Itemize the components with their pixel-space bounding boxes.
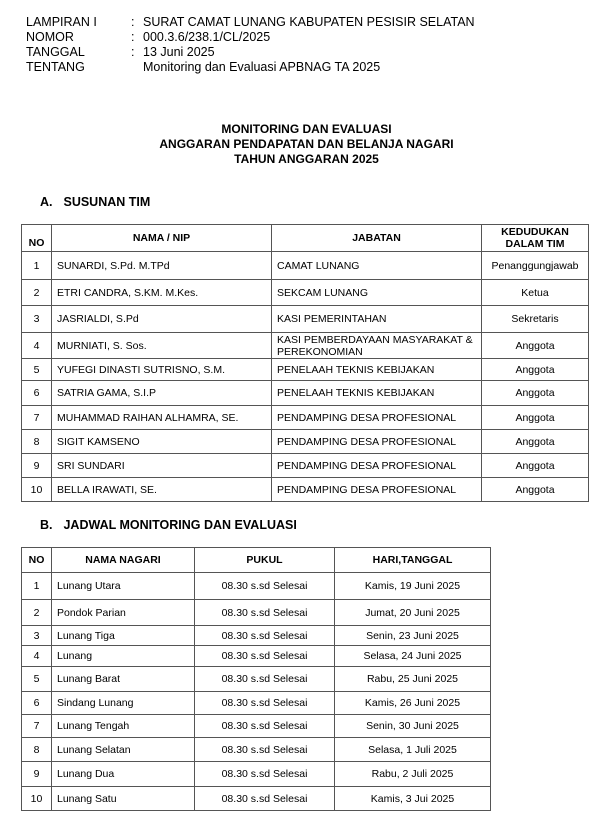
cell-no: 1 bbox=[22, 252, 52, 280]
cell-jabatan: PENDAMPING DESA PROFESIONAL bbox=[272, 478, 482, 502]
schedule-table bbox=[21, 547, 491, 811]
cell-no: 7 bbox=[22, 406, 52, 430]
cell-no: 1 bbox=[22, 573, 52, 600]
cell-nagari: Lunang Tengah bbox=[52, 715, 195, 738]
header-row-nomor bbox=[26, 30, 475, 45]
header-colon: : bbox=[131, 45, 135, 59]
table-row bbox=[22, 381, 589, 406]
cell-kedudukan: Ketua bbox=[482, 280, 589, 306]
cell-no: 6 bbox=[22, 381, 52, 406]
cell-pukul: 08.30 s.sd Selesai bbox=[195, 762, 335, 787]
cell-nagari: Pondok Parian bbox=[52, 600, 195, 626]
cell-nagari: Lunang Utara bbox=[52, 573, 195, 600]
table-row bbox=[22, 626, 491, 646]
cell-no: 3 bbox=[22, 306, 52, 333]
header-value: 13 Juni 2025 bbox=[143, 45, 215, 59]
cell-no: 4 bbox=[22, 333, 52, 359]
header-row-tanggal bbox=[26, 45, 475, 60]
cell-hari-tanggal: Senin, 23 Juni 2025 bbox=[335, 626, 491, 646]
table-row bbox=[22, 280, 589, 306]
team-table-body bbox=[22, 252, 589, 502]
cell-nagari: Sindang Lunang bbox=[52, 692, 195, 715]
cell-kedudukan: Anggota bbox=[482, 333, 589, 359]
cell-pukul: 08.30 s.sd Selesai bbox=[195, 626, 335, 646]
header-label: TENTANG bbox=[26, 60, 85, 74]
table-row bbox=[22, 600, 491, 626]
section-b-heading bbox=[40, 518, 297, 532]
cell-kedudukan: Anggota bbox=[482, 359, 589, 381]
table-row bbox=[22, 646, 491, 667]
cell-name: YUFEGI DINASTI SUTRISNO, S.M. bbox=[52, 359, 272, 381]
table-row bbox=[22, 787, 491, 811]
cell-no: 2 bbox=[22, 600, 52, 626]
cell-jabatan: PENELAAH TEKNIS KEBIJAKAN bbox=[272, 381, 482, 406]
cell-jabatan: SEKCAM LUNANG bbox=[272, 280, 482, 306]
table-row bbox=[22, 406, 589, 430]
cell-hari-tanggal: Kamis, 26 Juni 2025 bbox=[335, 692, 491, 715]
cell-nagari: Lunang bbox=[52, 646, 195, 667]
col-hari-tanggal: HARI,TANGGAL bbox=[335, 548, 491, 573]
header-label: NOMOR bbox=[26, 30, 74, 44]
table-row bbox=[22, 306, 589, 333]
table-row bbox=[22, 430, 589, 454]
table-header-row bbox=[22, 225, 589, 252]
cell-name: ETRI CANDRA, S.KM. M.Kes. bbox=[52, 280, 272, 306]
cell-kedudukan: Anggota bbox=[482, 454, 589, 478]
cell-no: 5 bbox=[22, 359, 52, 381]
cell-no: 6 bbox=[22, 692, 52, 715]
cell-kedudukan: Anggota bbox=[482, 430, 589, 454]
cell-pukul: 08.30 s.sd Selesai bbox=[195, 667, 335, 692]
cell-kedudukan: Penanggungjawab bbox=[482, 252, 589, 280]
col-name: NAMA / NIP bbox=[52, 225, 272, 252]
header-colon bbox=[131, 60, 143, 75]
cell-jabatan: PENELAAH TEKNIS KEBIJAKAN bbox=[272, 359, 482, 381]
section-title: JADWAL MONITORING DAN EVALUASI bbox=[63, 518, 297, 532]
cell-no: 9 bbox=[22, 762, 52, 787]
cell-kedudukan: Sekretaris bbox=[482, 306, 589, 333]
cell-name: SATRIA GAMA, S.I.P bbox=[52, 381, 272, 406]
table-row bbox=[22, 738, 491, 762]
table-row bbox=[22, 252, 589, 280]
cell-hari-tanggal: Selasa, 24 Juni 2025 bbox=[335, 646, 491, 667]
cell-pukul: 08.30 s.sd Selesai bbox=[195, 787, 335, 811]
cell-hari-tanggal: Kamis, 3 Jui 2025 bbox=[335, 787, 491, 811]
cell-pukul: 08.30 s.sd Selesai bbox=[195, 738, 335, 762]
cell-nagari: Lunang Barat bbox=[52, 667, 195, 692]
cell-jabatan: PENDAMPING DESA PROFESIONAL bbox=[272, 430, 482, 454]
cell-no: 8 bbox=[22, 430, 52, 454]
table-row bbox=[22, 573, 491, 600]
cell-name: SIGIT KAMSENO bbox=[52, 430, 272, 454]
title-line-1: MONITORING DAN EVALUASI bbox=[221, 122, 392, 136]
cell-kedudukan: Anggota bbox=[482, 478, 589, 502]
cell-no: 4 bbox=[22, 646, 52, 667]
header-value: SURAT CAMAT LUNANG KABUPATEN PESISIR SELATAN bbox=[143, 15, 475, 29]
col-no: NO bbox=[22, 548, 52, 573]
cell-jabatan: PENDAMPING DESA PROFESIONAL bbox=[272, 406, 482, 430]
header-label: TANGGAL bbox=[26, 45, 85, 59]
header-colon: : bbox=[131, 15, 135, 29]
cell-hari-tanggal: Jumat, 20 Juni 2025 bbox=[335, 600, 491, 626]
col-pukul: PUKUL bbox=[195, 548, 335, 573]
header-colon: : bbox=[131, 30, 135, 44]
letter-header bbox=[26, 15, 475, 75]
cell-jabatan: PENDAMPING DESA PROFESIONAL bbox=[272, 454, 482, 478]
cell-name: BELLA IRAWATI, SE. bbox=[52, 478, 272, 502]
cell-kedudukan: Anggota bbox=[482, 381, 589, 406]
cell-jabatan: CAMAT LUNANG bbox=[272, 252, 482, 280]
cell-no: 3 bbox=[22, 626, 52, 646]
cell-name: SRI SUNDARI bbox=[52, 454, 272, 478]
title-line-2: ANGGARAN PENDAPATAN DAN BELANJA NAGARI bbox=[159, 137, 454, 151]
table-row bbox=[22, 359, 589, 381]
cell-jabatan: KASI PEMERINTAHAN bbox=[272, 306, 482, 333]
cell-pukul: 08.30 s.sd Selesai bbox=[195, 600, 335, 626]
col-no: NO bbox=[22, 225, 52, 252]
section-a-heading bbox=[40, 195, 150, 209]
section-prefix: A. bbox=[40, 195, 53, 209]
col-kedudukan: KEDUDUKAN DALAM TIM bbox=[482, 225, 589, 252]
cell-no: 8 bbox=[22, 738, 52, 762]
cell-no: 9 bbox=[22, 454, 52, 478]
cell-hari-tanggal: Kamis, 19 Juni 2025 bbox=[335, 573, 491, 600]
cell-pukul: 08.30 s.sd Selesai bbox=[195, 573, 335, 600]
header-row-lampiran bbox=[26, 15, 475, 30]
cell-pukul: 08.30 s.sd Selesai bbox=[195, 646, 335, 667]
cell-hari-tanggal: Rabu, 25 Juni 2025 bbox=[335, 667, 491, 692]
table-row bbox=[22, 333, 589, 359]
section-prefix: B. bbox=[40, 518, 53, 532]
cell-nagari: Lunang Tiga bbox=[52, 626, 195, 646]
cell-nagari: Lunang Satu bbox=[52, 787, 195, 811]
cell-name: MURNIATI, S. Sos. bbox=[52, 333, 272, 359]
cell-name: SUNARDI, S.Pd. M.TPd bbox=[52, 252, 272, 280]
table-row bbox=[22, 478, 589, 502]
col-jabatan: JABATAN bbox=[272, 225, 482, 252]
table-row bbox=[22, 715, 491, 738]
cell-nagari: Lunang Dua bbox=[52, 762, 195, 787]
cell-name: MUHAMMAD RAIHAN ALHAMRA, SE. bbox=[52, 406, 272, 430]
table-row bbox=[22, 667, 491, 692]
table-row bbox=[22, 454, 589, 478]
cell-pukul: 08.30 s.sd Selesai bbox=[195, 715, 335, 738]
header-label: LAMPIRAN I bbox=[26, 15, 97, 29]
team-table bbox=[21, 224, 589, 502]
document-title bbox=[0, 122, 613, 167]
header-value: 000.3.6/238.1/CL/2025 bbox=[143, 30, 271, 44]
cell-no: 10 bbox=[22, 787, 52, 811]
schedule-table-body bbox=[22, 573, 491, 811]
title-line-3: TAHUN ANGGARAN 2025 bbox=[234, 152, 379, 166]
cell-kedudukan: Anggota bbox=[482, 406, 589, 430]
cell-no: 7 bbox=[22, 715, 52, 738]
header-row-tentang bbox=[26, 60, 475, 75]
section-title: SUSUNAN TIM bbox=[63, 195, 151, 209]
cell-hari-tanggal: Senin, 30 Juni 2025 bbox=[335, 715, 491, 738]
cell-hari-tanggal: Selasa, 1 Juli 2025 bbox=[335, 738, 491, 762]
cell-nagari: Lunang Selatan bbox=[52, 738, 195, 762]
table-row bbox=[22, 692, 491, 715]
cell-no: 5 bbox=[22, 667, 52, 692]
cell-no: 10 bbox=[22, 478, 52, 502]
table-row bbox=[22, 762, 491, 787]
cell-pukul: 08.30 s.sd Selesai bbox=[195, 692, 335, 715]
col-nagari: NAMA NAGARI bbox=[52, 548, 195, 573]
cell-hari-tanggal: Rabu, 2 Juli 2025 bbox=[335, 762, 491, 787]
cell-jabatan: KASI PEMBERDAYAAN MASYARAKAT & PEREKONOMIAN bbox=[272, 333, 482, 359]
cell-name: JASRIALDI, S.Pd bbox=[52, 306, 272, 333]
header-value: Monitoring dan Evaluasi APBNAG TA 2025 bbox=[143, 60, 381, 74]
cell-no: 2 bbox=[22, 280, 52, 306]
table-header-row bbox=[22, 548, 491, 573]
